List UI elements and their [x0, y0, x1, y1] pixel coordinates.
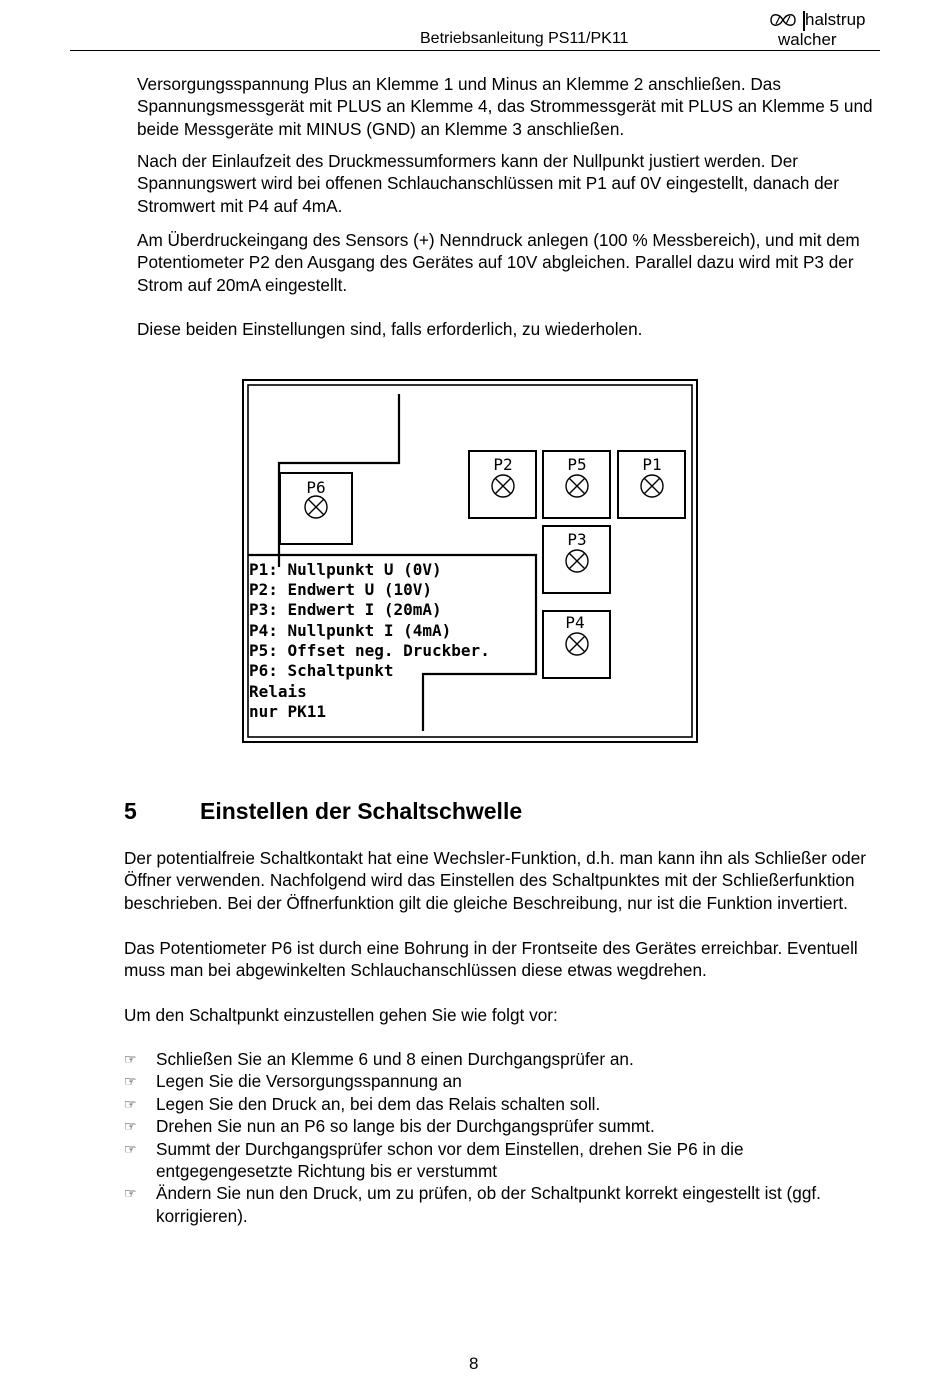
list-item: [124, 1048, 884, 1070]
logo-symbol-icon: [768, 11, 798, 29]
step-text: Drehen Sie nun an P6 so lange bis der Durchgangsprüfer summt.: [156, 1116, 655, 1137]
legend-line: P3: Endwert I (20mA): [249, 600, 442, 619]
paragraph: Nach der Einlaufzeit des Druckmessumformers kann der Nullpunkt justiert werden. Der Spannungswert wird bei offenen Schlauchanschlüssen mit P1 auf 0V eingestellt, danach der Stromwert mit P4 auf 4mA.: [137, 151, 839, 216]
pot-p5: [566, 455, 588, 497]
company-logo: [768, 9, 888, 49]
legend-line: P4: Nullpunkt I (4mA): [249, 621, 452, 640]
pot-label-p4: P4: [565, 613, 585, 632]
pot-p1: [641, 455, 663, 497]
paragraph: Der potentialfreie Schaltkontakt hat eine Wechsler-Funktion, d.h. man kann ihn als Schließer oder Öffner verwenden. Nachfolgend wird das Einstellen des Schaltpunktes mit der Schließerfunktion beschrieben. Bei der Öffnerfunktion gilt die gleiche Beschreibung, nur ist die Funktion invertiert.: [124, 848, 866, 913]
pot-p6: [305, 478, 327, 518]
legend-line: P5: Offset neg. Druckber.: [249, 641, 490, 660]
potentiometer-diagram: [242, 379, 698, 745]
pot-label-p3: P3: [567, 530, 587, 549]
step-text: Summt der Durchgangsprüfer schon vor dem Einstellen, drehen Sie P6 in die entgegengesetzte Richtung bis er verstummt: [156, 1138, 744, 1182]
page-number: 8: [469, 1354, 479, 1373]
pointing-hand-icon: ☞: [124, 1118, 137, 1135]
step-text: Ändern Sie nun den Druck, um zu prüfen, ob der Schaltpunkt korrekt eingestellt ist (ggf. korrigieren).: [156, 1183, 821, 1226]
pot-p4-icon: [566, 633, 588, 655]
step-text: Schließen Sie an Klemme 6 und 8 einen Durchgangsprüfer an.: [156, 1049, 634, 1069]
pot-p6-icon: [305, 496, 327, 518]
pointing-hand-icon: ☞: [124, 1140, 137, 1157]
header-rule: [70, 50, 880, 51]
document-title: Betriebsanleitung PS11/PK11: [420, 30, 629, 47]
pointing-hand-icon: ☞: [124, 1095, 137, 1112]
pot-label-p2: P2: [493, 455, 513, 474]
paragraph: Versorgungsspannung Plus an Klemme 1 und Minus an Klemme 2 anschließen. Das Spannungsmessgerät mit PLUS an Klemme 4, das Strommessgerät mit PLUS an Klemme 5 und beide Messgeräte mit MINUS (GND) an Klemme 3 anschließen.: [137, 74, 873, 139]
diagram-legend: [249, 560, 490, 721]
pointing-hand-icon: ☞: [124, 1185, 137, 1202]
step-text: Legen Sie die Versorgungsspannung an: [156, 1071, 462, 1092]
paragraph: Das Potentiometer P6 ist durch eine Bohrung in der Frontseite des Gerätes erreichbar. Eventuell muss man bei abgewinkelten Schlauchanschlüssen diese etwas wegdrehen.: [124, 938, 858, 981]
list-item: [124, 1138, 884, 1183]
list-item: [124, 1093, 884, 1115]
paragraph: Um den Schaltpunkt einzustellen gehen Sie wie folgt vor:: [124, 1005, 558, 1025]
section-number: 5: [124, 798, 137, 824]
pot-p3-icon: [566, 550, 588, 572]
pot-p4: [565, 613, 588, 655]
step-text: Legen Sie den Druck an, bei dem das Relais schalten soll.: [156, 1093, 601, 1114]
legend-line: Relais: [249, 682, 307, 701]
pointing-hand-icon: ☞: [124, 1073, 137, 1090]
legend-line: P2: Endwert U (10V): [249, 580, 433, 599]
pot-label-p6: P6: [306, 478, 326, 497]
paragraph: Am Überdruckeingang des Sensors (+) Nenndruck anlegen (100 % Messbereich), und mit dem Potentiometer P2 den Ausgang des Gerätes auf 10V abgleichen. Parallel dazu wird mit P3 der Strom auf 20mA eingestellt.: [137, 230, 860, 295]
pot-p1-icon: [641, 475, 663, 497]
list-item: [124, 1182, 884, 1227]
pointing-hand-icon: ☞: [124, 1051, 137, 1067]
legend-line: nur PK11: [249, 702, 327, 721]
logo-text-top: halstrup: [805, 10, 866, 29]
section-title: Einstellen der Schaltschwelle: [200, 798, 523, 824]
pot-p3: [566, 530, 588, 572]
steps-list: [124, 1048, 884, 1227]
pot-label-p5: P5: [567, 455, 587, 474]
pot-p2: [492, 455, 514, 497]
list-item: [124, 1070, 884, 1092]
legend-line: P1: Nullpunkt U (0V): [249, 560, 442, 579]
list-item: [124, 1115, 884, 1137]
paragraph: Diese beiden Einstellungen sind, falls erforderlich, zu wiederholen.: [137, 319, 643, 339]
pot-p2-icon: [492, 475, 514, 497]
pot-label-p1: P1: [642, 455, 662, 474]
pot-p5-icon: [566, 475, 588, 497]
logo-text-bottom: walcher: [778, 30, 837, 49]
legend-line: P6: Schaltpunkt: [249, 661, 394, 680]
